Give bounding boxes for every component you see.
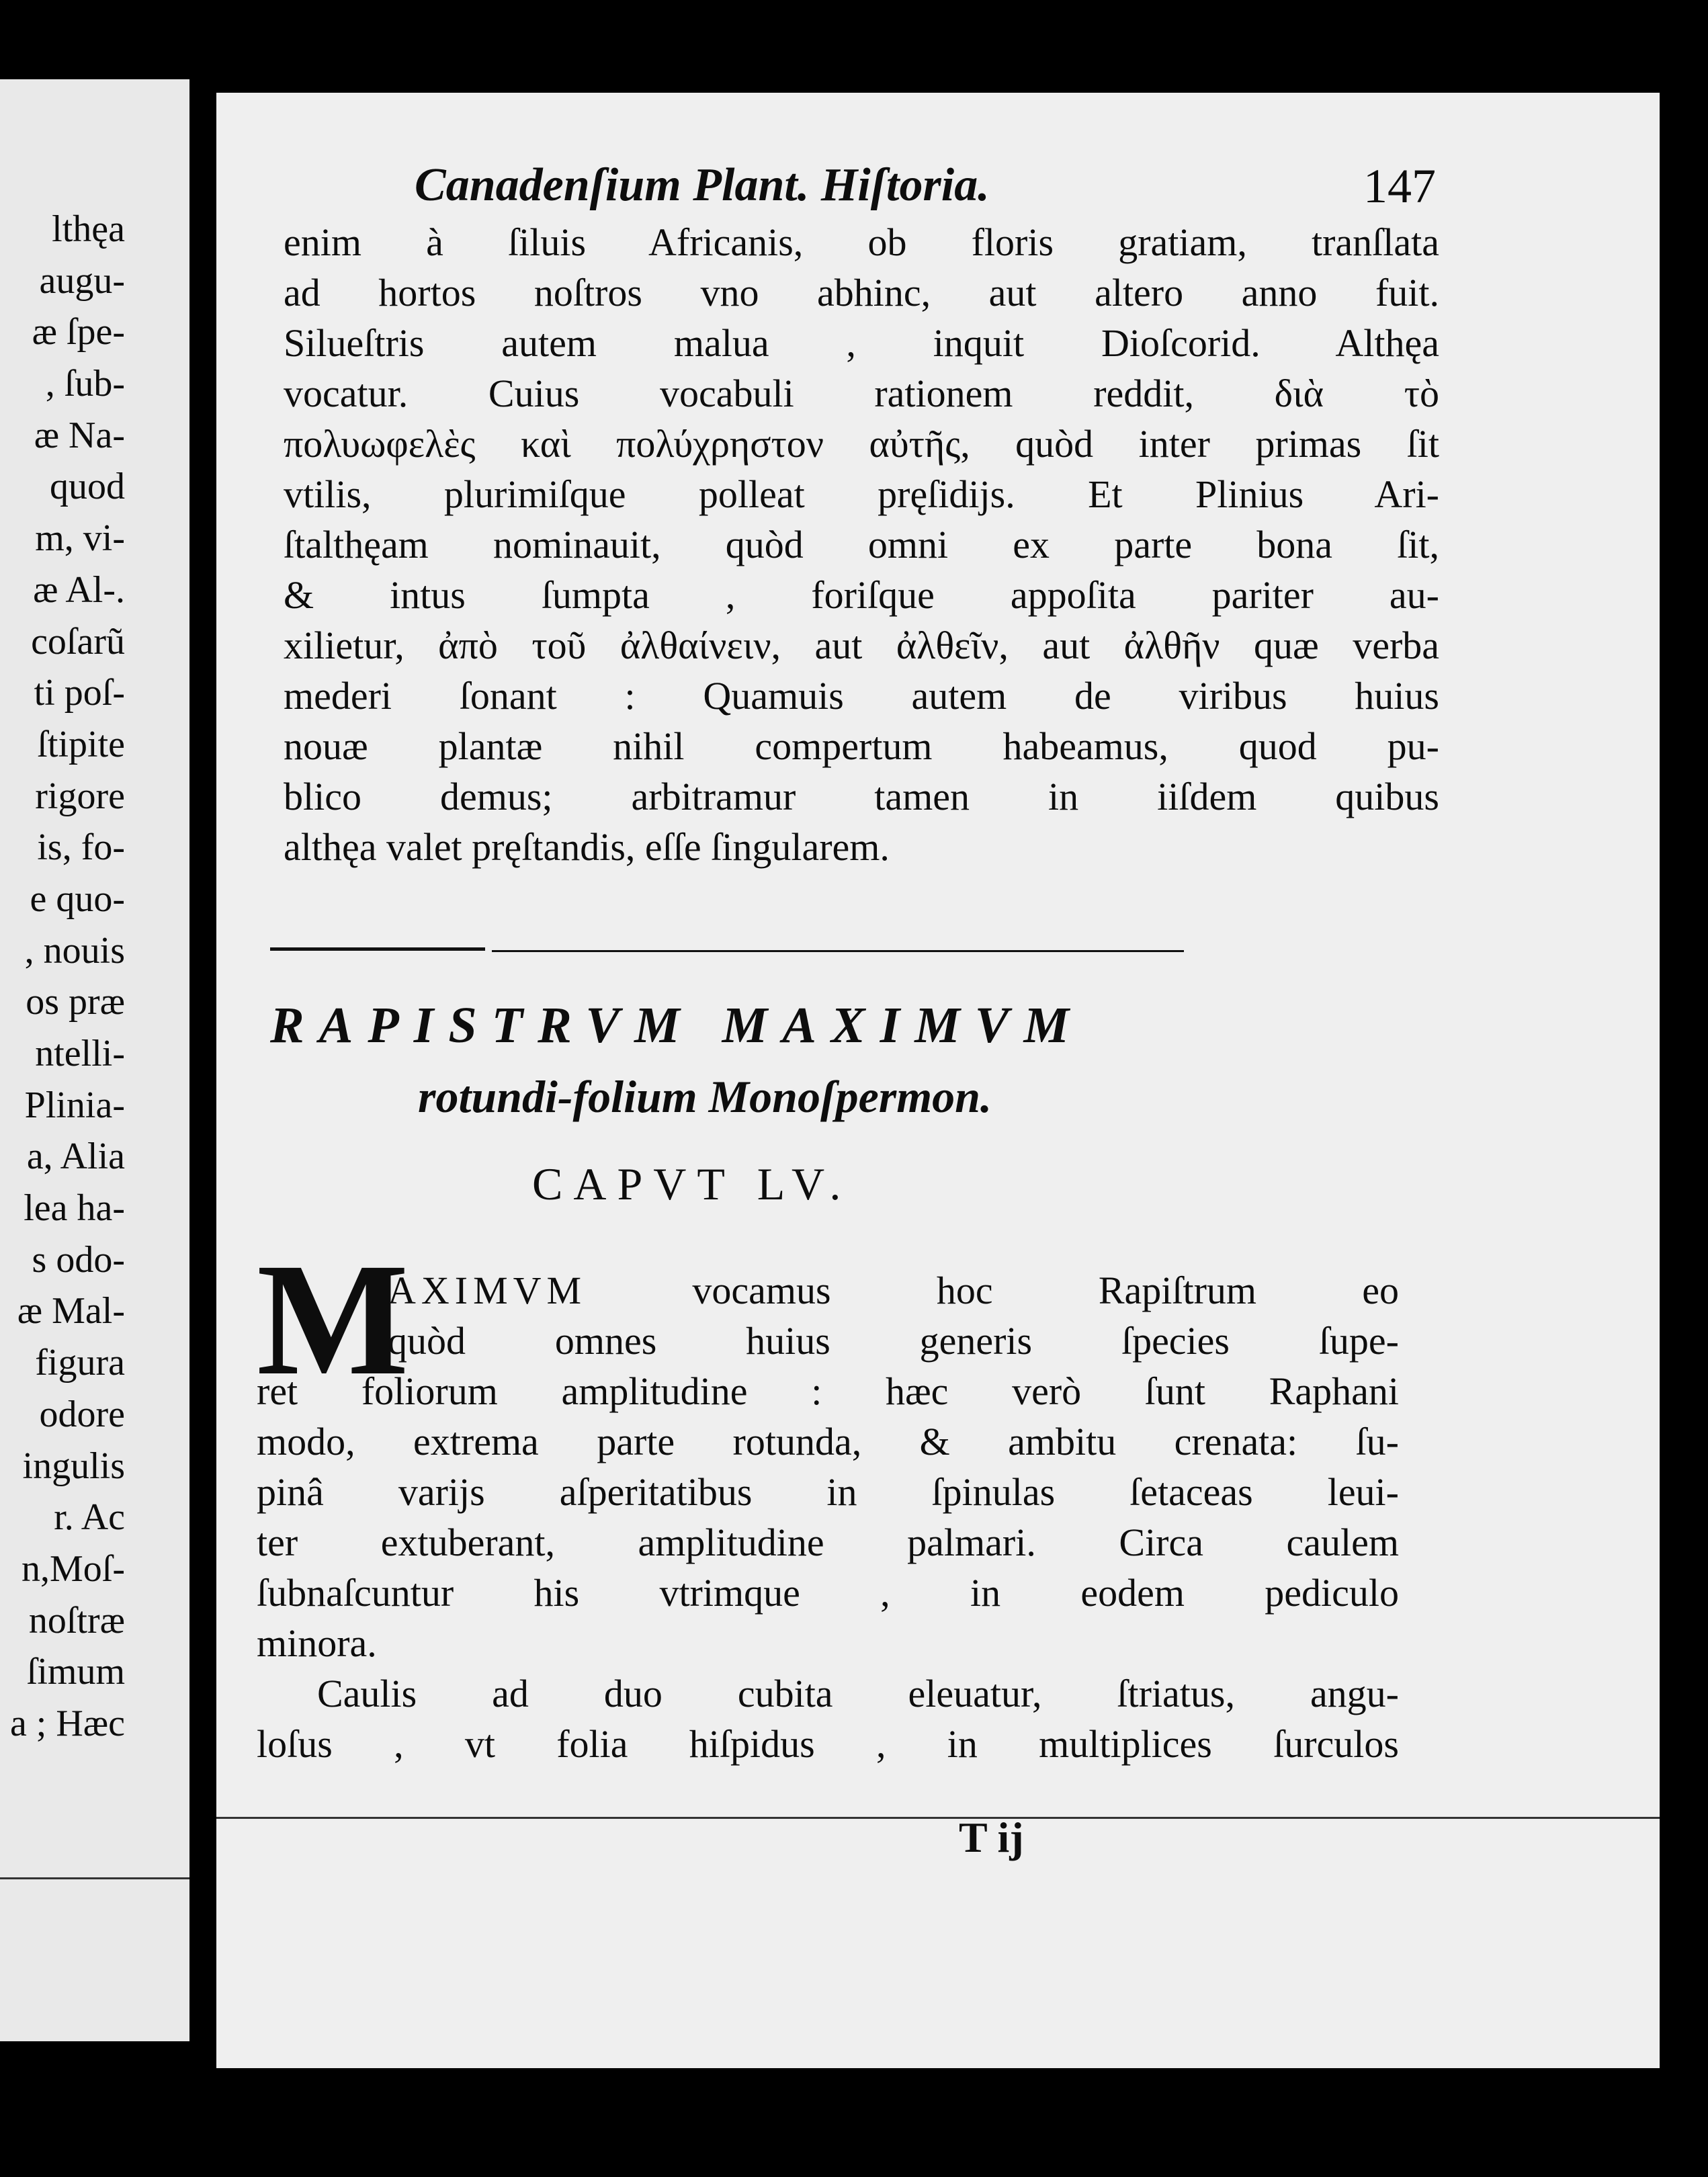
text-line: & intus ſumpta , foriſque appoſita pariter au- bbox=[284, 573, 1439, 617]
drop-cap: M bbox=[257, 1230, 409, 1408]
text-line: ter extuberant, amplitudine palmari. Circa caulem bbox=[257, 1521, 1399, 1564]
left-line: ſtipite bbox=[37, 723, 125, 765]
left-line: æ Mal- bbox=[17, 1290, 125, 1332]
left-line: , nouis bbox=[24, 929, 125, 972]
left-line: figura bbox=[35, 1342, 125, 1384]
text-line: loſus , vt folia hiſpidus , in multiplices ſurculos bbox=[257, 1722, 1399, 1766]
left-line: s odo- bbox=[32, 1238, 125, 1281]
left-line: æ Al-. bbox=[33, 568, 125, 611]
text-line: pinâ varijs aſperitatibus in ſpinulas ſetaceas leui- bbox=[257, 1470, 1399, 1514]
text-line: quòd omnes huius generis ſpecies ſupe- bbox=[388, 1319, 1399, 1363]
text-line: ſubnaſcuntur his vtrimque , in eodem pediculo bbox=[257, 1571, 1399, 1615]
running-title: Canadenſium Plant. Hiſtoria. bbox=[415, 159, 990, 211]
text-line: ad hortos noſtros vno abhinc, aut altero anno fuit. bbox=[284, 271, 1439, 314]
left-line: n,Moſ- bbox=[22, 1547, 125, 1590]
text-line: Silueſtris autem malua , inquit Dioſcorid. Althęa bbox=[284, 321, 1439, 365]
left-line: ſimum bbox=[26, 1651, 125, 1693]
left-page-rule bbox=[0, 1877, 189, 1879]
left-line: is, fo- bbox=[37, 826, 125, 869]
left-line: a, Alia bbox=[26, 1136, 125, 1178]
chapter-number: CAPVT LV. bbox=[532, 1158, 852, 1209]
left-line: noſtræ bbox=[28, 1599, 125, 1641]
divider-rule-long bbox=[492, 950, 1184, 952]
divider-rule-short bbox=[270, 947, 485, 951]
text-line: mederi ſonant : Quamuis autem de viribus huius bbox=[284, 674, 1439, 718]
text-line: modo, extrema parte rotunda, & ambitu crenata: ſu- bbox=[257, 1420, 1399, 1463]
left-line: ntelli- bbox=[35, 1033, 125, 1074]
right-page bbox=[216, 93, 1660, 2068]
left-line: , ſub- bbox=[45, 363, 125, 405]
book-gutter bbox=[189, 0, 216, 2177]
left-line: ti poſ- bbox=[34, 672, 125, 714]
left-line: e quo- bbox=[30, 878, 125, 920]
text-line: Caulis ad duo cubita eleuatur, ſtriatus, angu- bbox=[317, 1672, 1399, 1715]
text-line: althęa valet pręſtandis, eſſe ſingularem. bbox=[284, 825, 890, 869]
left-page-text bbox=[0, 204, 189, 1750]
left-page-fragment bbox=[0, 79, 189, 2041]
page-number: 147 bbox=[1363, 159, 1436, 213]
running-head bbox=[415, 159, 1436, 222]
left-line: rigore bbox=[35, 775, 125, 817]
signature-mark: T ij bbox=[959, 1813, 1024, 1861]
left-line: quod bbox=[50, 466, 125, 508]
left-line: odore bbox=[39, 1393, 125, 1435]
section-divider bbox=[270, 947, 1184, 955]
text-line: ret foliorum amplitudine : hæc verò ſunt Raphani bbox=[257, 1369, 1399, 1413]
left-line: augu- bbox=[39, 259, 125, 302]
left-line: m, vi- bbox=[35, 517, 125, 560]
chapter-body bbox=[257, 1265, 1399, 1769]
body-first-line bbox=[257, 1265, 1399, 1316]
chapter-subtitle: rotundi-folium Monoſpermon. bbox=[418, 1071, 992, 1122]
first-line-rest: vocamus hoc Rapiſtrum eo bbox=[692, 1269, 1399, 1312]
text-line: minora. bbox=[257, 1621, 377, 1665]
left-line: coſarũ bbox=[31, 620, 125, 663]
text-line: vocatur. Cuius vocabuli rationem reddit, διὰ τὸ bbox=[284, 372, 1439, 415]
continued-text-block bbox=[284, 217, 1439, 872]
text-line: πολυωφελὲς καὶ πολύχρηστον αὐτῆς, quòd inter primas ſit bbox=[284, 422, 1439, 466]
text-line: ſtalthęam nominauit, quòd omni ex parte bona ſit, bbox=[284, 523, 1439, 566]
left-line: r. Ac bbox=[54, 1496, 125, 1539]
left-line: lthęa bbox=[52, 208, 125, 250]
text-line: xilietur, ἀπὸ τοῦ ἀλθαίνειν, aut ἀλθεῖν, aut ἀλθῆν quæ verba bbox=[284, 624, 1439, 667]
left-line: a ; Hæc bbox=[9, 1702, 125, 1744]
left-line: os præ bbox=[26, 981, 125, 1023]
left-line: Plinia- bbox=[24, 1084, 125, 1126]
text-line: enim à ſiluis Africanis, ob floris gratiam, tranſlata bbox=[284, 220, 1439, 264]
text-line: vtilis, plurimiſque polleat pręſidijs. Et Plinius Ari- bbox=[284, 472, 1439, 516]
chapter-title: RAPISTRVM MAXIMVM bbox=[270, 997, 1084, 1054]
left-line: æ ſpe- bbox=[32, 311, 125, 353]
left-line: ingulis bbox=[22, 1445, 125, 1487]
left-line: æ Na- bbox=[34, 414, 125, 456]
bottom-rule bbox=[216, 1817, 1660, 1819]
left-line: lea ha- bbox=[24, 1187, 125, 1230]
text-line: nouæ plantæ nihil compertum habeamus, quod pu- bbox=[284, 724, 1439, 768]
text-line: blico demus; arbitramur tamen in iiſdem quibus bbox=[284, 775, 1439, 818]
first-word: AXIMVM bbox=[388, 1269, 587, 1312]
